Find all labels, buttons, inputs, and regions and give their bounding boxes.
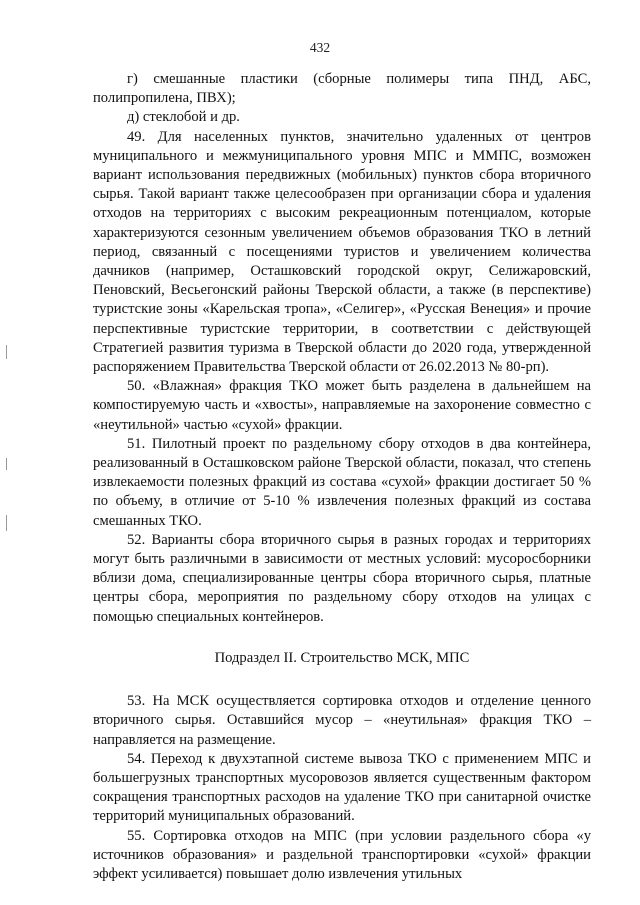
paragraph: г) смешанные пластики (сборные полимеры типа ПНД, АБС, полипропилена, ПВХ);	[93, 71, 591, 107]
paragraph: 49. Для населенных пунктов, значительно удаленных от центров муниципального и межмуниципального уровня МПС и ММПС, возможен вариант использования передвижных (мобильных) пунктов сбора вторичного сырья. Такой вариант также целесообразен при организации сбора и удаления отходов на территориях с высоким рекреационным потенциалом, которые характеризуются сезонным увеличением объемов образования ТКО в летний период, связанный с посещениями туристов и увеличением количества дачников (например, Осташковский городской округ, Селижаровский, Пеновский, Весьегонский районы Тверской области, а также (в перспективе) туристские зоны «Карельская тропа», «Селигер», «Русская Венеция» и прочие перспективные туристские территории, в соответствии с действующей Стратегией развития туризма в Тверской области до 2020 года, утвержденной распоряжением Правительства Тверской области от 26.02.2013 № 80-рп).	[93, 128, 591, 376]
paragraph: 50. «Влажная» фракция ТКО может быть разделена в дальнейшем на компостируемую часть и «хвосты», направляемые на захоронение совместно с «неутильной» частью «сухой» фракции.	[93, 378, 591, 433]
page-number: 432	[309, 40, 331, 55]
paragraph: 54. Переход к двухэтапной системе вывоза ТКО с применением МПС и большегрузных транспортных мусоровозов является существенным фактором сокращения транспортных расходов на удаление ТКО при санитарной очистке территорий муниципальных образований.	[93, 750, 591, 825]
margin-mark	[6, 458, 7, 470]
paragraphs-after	[93, 692, 591, 884]
paragraph: 51. Пилотный проект по раздельному сбору отходов в два контейнера, реализованный в Осташковском районе Тверской области, показал, что степень извлекаемости полезных фракций из состава «сухой» фракции достигает 50 % по объему, в отличие от 5-10 % извлечения полезных фракций из состава смешанных ТКО.	[93, 435, 591, 529]
margin-mark	[6, 515, 7, 531]
margin-mark	[6, 345, 7, 359]
paragraph: 53. На МСК осуществляется сортировка отходов и отделение ценного вторичного сырья. Оставшийся мусор – «неутильная» фракция ТКО – направляется на размещение.	[93, 693, 591, 748]
paragraphs-before	[93, 70, 591, 627]
paragraph: д) стеклобой и др.	[127, 109, 240, 126]
document-body	[93, 70, 591, 884]
paragraph: 55. Сортировка отходов на МПС (при условии раздельного сбора «у источников образования» и раздельной транспортировки «сухой» фракции эффект усиливается) повышает долю извлечения утильных	[93, 827, 591, 882]
paragraph: 52. Варианты сбора вторичного сырья в разных городах и территориях могут быть различными в зависимости от местных условий: мусоросборники вблизи дома, специализированные центры сбора вторичного сырья, платные центры сбора, мероприятия по раздельному сбору отходов на улицах с помощью специальных контейнеров.	[93, 531, 591, 625]
subsection-heading: Подраздел II. Строительство МСК, МПС	[214, 649, 470, 666]
